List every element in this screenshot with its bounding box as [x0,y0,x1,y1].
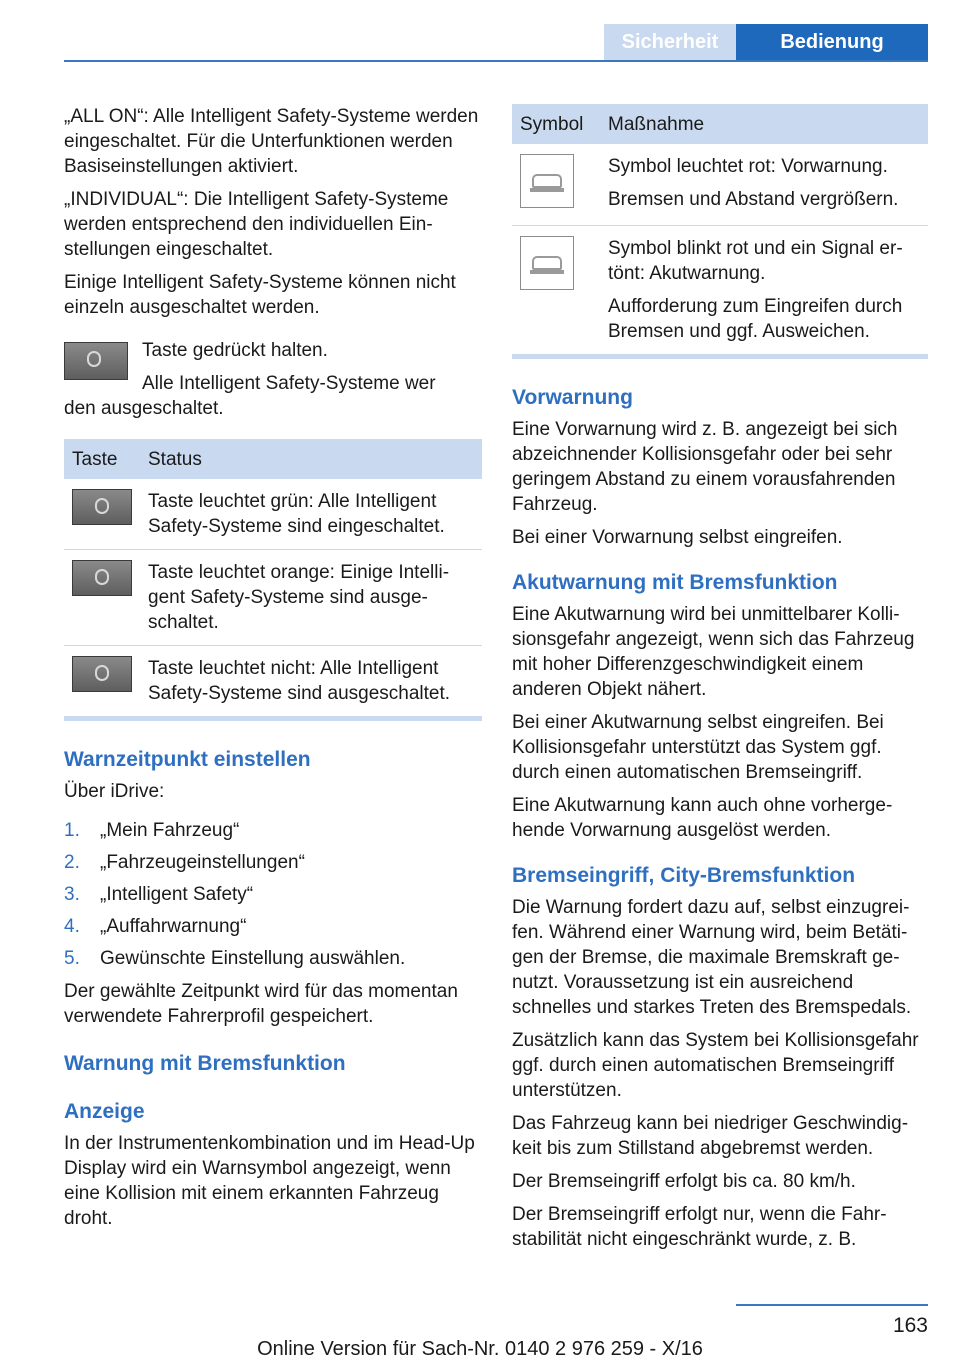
heading-akutwarnung: Akutwarnung mit Bremsfunktion [512,571,838,594]
left-column [64,104,482,1239]
tab-sicherheit-label: Sicherheit [621,31,719,53]
safety-button-icon [64,342,128,380]
symbol-action: Aufforderung zum Eingreifen durch Bremsen und ggf. Ausweichen. [608,296,903,342]
car-warning-icon [520,236,574,290]
hold-instruction: Taste gedrückt halten. [142,340,328,361]
column-header-massnahme: Maßnahme [600,104,928,144]
car-warning-icon [520,154,574,208]
profile-note: Der gewählte Zeitpunkt wird für das momentan verwendete Fahrerprofil gespeichert. [64,981,458,1027]
idrive-intro: Über iDrive: [64,781,165,802]
page-number: 163 [892,1314,928,1337]
step-number: 2. [64,852,80,873]
city-text-2: Zusätzlich kann das System bei Kollisionsgefahr ggf. durch einen automatischen Bremseingriff unterstützen. [512,1030,919,1101]
button-orange-icon [72,560,132,596]
tab-bedienung-label: Bedienung [780,31,884,53]
tab-sicherheit[interactable] [604,24,736,60]
vorwarnung-text: Eine Vorwarnung wird z. B. angezeigt bei sich abzeichnender Kollisionsgefahr oder bei sehr geringem Abstand zu einem vorausfahrenden Fahrzeug. [512,419,898,515]
symbol-status: Symbol leuchtet rot: Vorwarnung. [608,156,888,177]
hold-button-block [64,338,482,421]
column-header-taste: Taste [64,439,140,479]
akutwarnung-action: Bei einer Akutwarnung selbst eingreifen. Bei Kollisionsgefahr unterstützt das System ggf. durch einen automatischen Bremseingriff. [512,712,884,783]
step-text: „Intelligent Safety“ [100,884,254,905]
heading-warnung-bremsfunktion: Warnung mit Bremsfunktion [64,1052,346,1075]
paragraph-note: Einige Intelligent Safety-Systeme können nicht einzeln ausgeschaltet werden. [64,272,456,318]
vorwarnung-action: Bei einer Vorwarnung selbst eingreifen. [512,527,843,548]
heading-city-bremsfunktion: Bremseingriff, City-Bremsfunktion [512,864,856,887]
status-cell: Taste leuchtet nicht: Alle Intelligent Safety-Systeme sind ausgeschaltet. [148,658,451,704]
footer-rule [736,1304,928,1306]
status-table [64,439,482,716]
step-text: „Fahrzeugeinstellungen“ [100,852,305,873]
table-row [64,479,482,550]
paragraph-individual: „INDIVIDUAL“: Die Intelligent Safety-Systeme werden entsprechend den individuellen Einstellungen eingeschaltet. [64,189,449,260]
table-row [512,226,928,355]
online-version-footer: Online Version für Sach-Nr. 0140 2 976 259 - X/16 [257,1338,703,1360]
idrive-steps [64,818,482,971]
button-off-icon [72,656,132,692]
list-item [64,850,482,875]
list-item [64,882,482,907]
right-column [512,104,928,1260]
hold-result-a: Alle Intelligent Safety-Systeme wer [142,373,436,394]
button-green-icon [72,489,132,525]
step-text: „Auffahrwarnung“ [100,916,247,937]
step-number: 5. [64,948,80,969]
list-item [64,914,482,939]
paragraph-all-on: „ALL ON“: Alle Intelligent Safety-Systeme werden eingeschaltet. Für die Unterfunktionen werden Basiseinstellungen aktiviert. [64,106,479,177]
table-row [64,550,482,646]
step-text: Gewünschte Einstellung auswählen. [100,948,406,969]
column-header-status: Status [140,439,482,479]
akutwarnung-text: Eine Akutwarnung wird bei unmittelbarer Kollisionsgefahr angezeigt, wenn sich das Fahrzeug mit hoher Differenzgeschwindigkeit einem anderen Objekt nähert. [512,604,915,700]
symbol-action: Bremsen und Abstand vergrößern. [608,189,899,210]
step-text: „Mein Fahrzeug“ [100,820,240,841]
table-row [512,144,928,226]
status-table-wrapper [64,439,482,721]
status-cell: Taste leuchtet grün: Alle Intelligent Safety-Systeme sind eingeschaltet. [140,479,482,550]
city-text-3: Das Fahrzeug kann bei niedriger Geschwindigkeit bis zum Stillstand abgebremst werden. [512,1113,909,1159]
heading-warnzeitpunkt: Warnzeitpunkt einstellen [64,748,311,771]
step-number: 1. [64,820,80,841]
city-text-4: Der Bremseingriff erfolgt bis ca. 80 km/h. [512,1171,856,1192]
table-bottom-rule [64,716,482,721]
city-text-1: Die Warnung fordert dazu auf, selbst einzugreifen. Während einer Warnung wird, beim Betätigen der Bremse, die maximale Bremskraft genutzt. Voraussetzung ist ein ausreichend schnelles und starkes Treten des Bremspedals. [512,897,912,1018]
step-number: 3. [64,884,80,905]
header-rule [64,60,928,62]
symbol-table [512,104,928,354]
city-text-5: Der Bremseingriff erfolgt nur, wenn die Fahrstabilität nicht eingeschränkt wurde, z. B. [512,1204,887,1250]
symbol-status: Symbol blinkt rot und ein Signal ertönt: Akutwarnung. [608,238,903,284]
list-item [64,946,482,971]
column-header-symbol: Symbol [512,104,600,144]
heading-anzeige: Anzeige [64,1100,145,1123]
tab-bedienung[interactable] [736,24,928,60]
display-text: In der Instrumentenkombination und im Head-Up Display wird ein Warnsymbol angezeigt, wenn eine Kollision mit einem erkannten Fahrzeug droht. [64,1133,475,1229]
table-bottom-rule [512,354,928,359]
list-item [64,818,482,843]
hold-result-b: den ausgeschaltet. [64,398,224,419]
table-row [64,646,482,717]
step-number: 4. [64,916,80,937]
heading-vorwarnung: Vorwarnung [512,386,633,409]
akutwarnung-note: Eine Akutwarnung kann auch ohne vorhergehende Vorwarnung ausgelöst werden. [512,795,893,841]
status-cell: Taste leuchtet orange: Einige Intelligent Safety-Systeme sind ausgeschaltet. [140,550,482,646]
